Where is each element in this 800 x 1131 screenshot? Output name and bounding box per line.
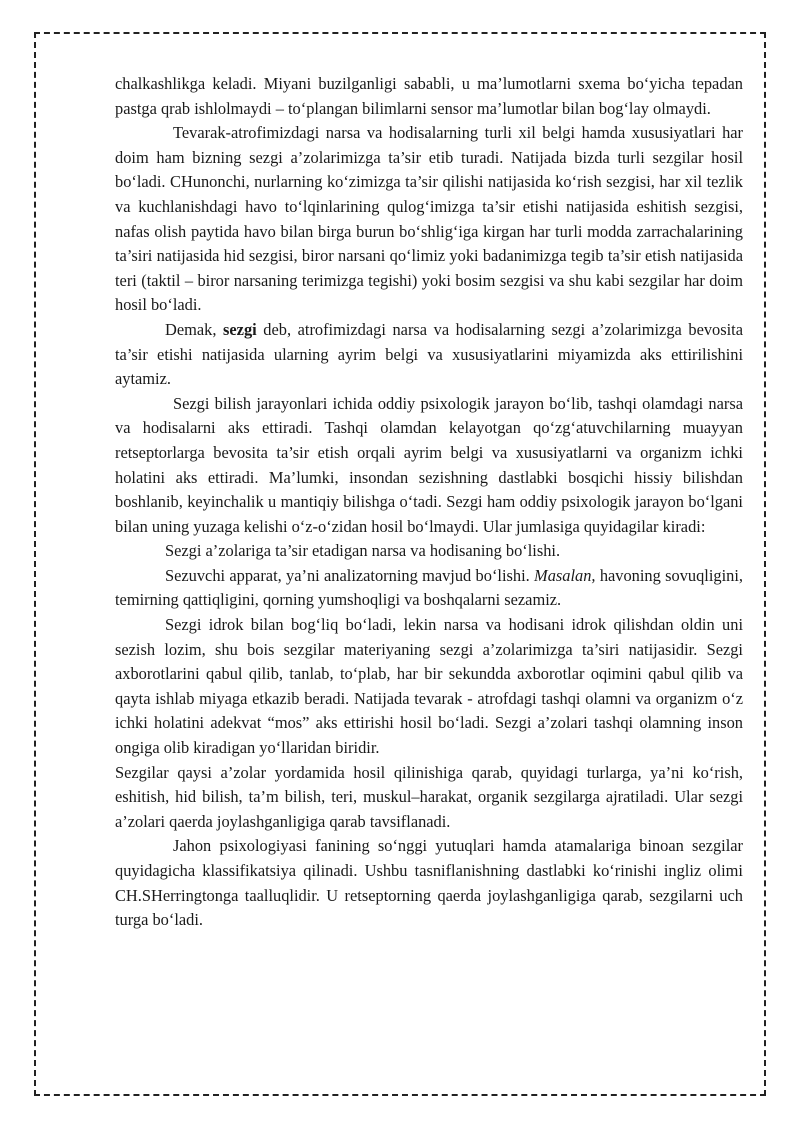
paragraph-6 <box>115 564 743 613</box>
paragraph-9: Jahon psixologiyasi fanining so‘nggi yutuqlari hamda atamalariga binoan sezgilar quyidagicha klassifikatsiya qilinadi. Ushbu tasniflanishning dastlabki ko‘rinishi ingliz olimi CH.SHerringtonga taalluqlidir. U retseptorning qaerda joylashganligiga qarab, sezgilarni uch turga bo‘ladi. <box>115 836 743 930</box>
paragraph-4: Sezgi bilish jarayonlari ichida oddiy psixologik jarayon bo‘lib, tashqi olamdagi narsa va hodisalarni aks ettiradi. Tashqi olamdan kelayotgan qo‘zg‘atuvchilarning muayyan retseptorlarga bevosita ta’sir etish orqali ayrim belgi va xususiyatlarni va organizm ichki holatini aks ettiradi. Ma’lumki, insondan sezishning dastlabki bosqichi hissiy bilishdan boshlanib, keyinchalik u mantiqiy bilishga o‘tadi. Sezgi ham oddiy psixologik jarayon bo‘lgani bilan uning yuzaga kelishi o‘z-o‘zidan hosil bo‘lmaydi. Ular jumlasiga quyidagilar kiradi: <box>115 393 743 536</box>
paragraph-1: chalkashlikga keladi. Miyani buzilganligi sababli, u ma’lumotlarni sxema bo‘yicha tepadan pastga qrab ishlolmaydi – to‘plangan bilimlarni sensor ma’lumotlar bilan bog‘lay olmaydi. <box>115 74 743 118</box>
paragraph-6-lead: Sezuvchi apparat, ya’ni analizatorning mavjud bo‘lishi. <box>165 565 535 585</box>
document-body <box>115 72 743 933</box>
paragraph-8: Sezgilar qaysi a’zolar yordamida hosil qilinishiga qarab, quyidagi turlarga, ya’ni ko‘rish, eshitish, hid bilish, ta’m bilish, teri, muskul–harakat, organik sezgilarga ajratiladi. Ular sezgi a’zolari qaerda joylashganligiga qarab tavsiflanadi. <box>115 762 743 831</box>
paragraph-3-rest: deb, atrofimizdagi narsa va hodisalarning sezgi a’zolarimizga bevosita ta’sir etishi natijasida ularning ayrim belgi va xususiyatlarini miyamizda aks ettirilishini aytamiz. <box>115 319 743 389</box>
paragraph-6-rest: havoning sovuqligini, temirning qattiqligini, qorning yumshoqligi va boshqalarni sezamiz. <box>115 565 744 610</box>
paragraph-5: Sezgi a’zolariga ta’sir etadigan narsa va hodisaning bo‘lishi. <box>165 541 561 561</box>
example-marker: Masalan, <box>534 565 596 585</box>
paragraph-3 <box>115 318 743 392</box>
paragraph-7: Sezgi idrok bilan bog‘liq bo‘ladi, lekin narsa va hodisani idrok qilishdan oldin uni sezish lozim, shu bois sezgilar materiyaning sezgi a’zolarimizga ta’siri natijasidir. Sezgi axborotlarini qabul qilib, tanlab, to‘plab, har bir sekundda axborotlar oqimini qabul qilib va qayta ishlab miyaga etkazib beradi. Natijada tevarak - atrofdagi tashqi olamni va organizm o‘z ichki holatini adekvat “mos” aks ettirishi hosil bo‘ladi. Sezgi a’zolari tashqi olamning inson ongiga olib kiradigan yo‘llaridan biridir. <box>115 615 743 758</box>
term-sezgi: sezgi <box>223 319 257 339</box>
paragraph-3-lead: Demak, <box>165 319 224 339</box>
paragraph-2: Tevarak-atrofimizdagi narsa va hodisalarning turli xil belgi hamda xususiyatlari har doim ham bizning sezgi a’zolarimizga ta’sir etib turadi. Natijada bizda turli sezgilar hosil bo‘ladi. CHunonchi, nurlarning ko‘zimizga ta’sir qilishi natijasida ko‘rish sezgisi, har xil tezlik va kuchlanishdagi havo to‘lqinlarining qulog‘imizga ta’sir etishi natijasida eshitish sezgisi, nafas olish paytida havo bilan birga burun bo‘shlig‘iga kirgan har turli modda zarrachalarining ta’siri natijasida hid sezgisi, biror narsani qo‘limiz yoki badanimizga tegib ta’sir etish natijasida teri (taktil – biror narsaning terimizga tegishi) yoki bosim sezgisi va shu kabi sezgilar har doim hosil bo‘ladi. <box>115 123 743 315</box>
